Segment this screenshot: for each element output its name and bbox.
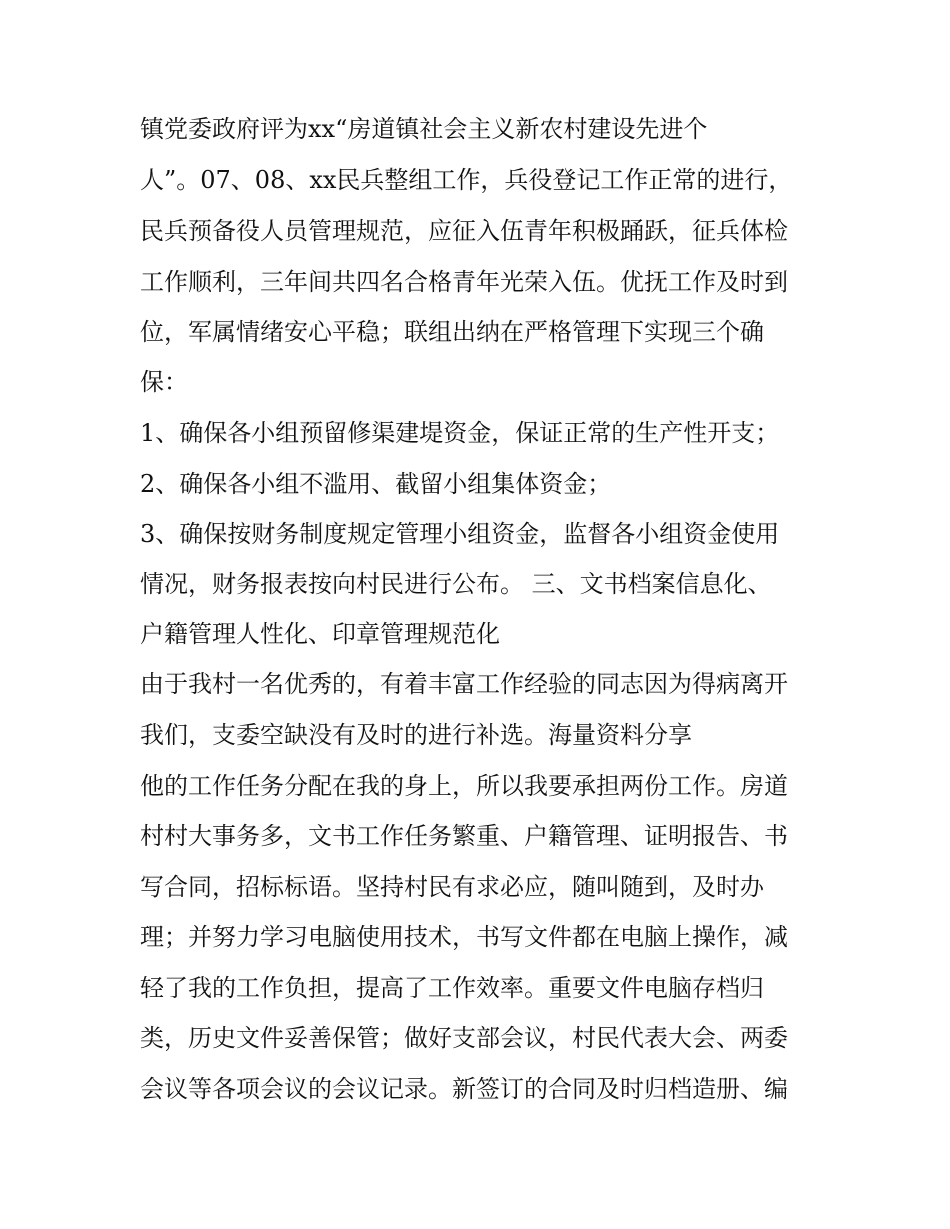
text-line: 保：: [140, 368, 188, 396]
text-line: 写合同，招标标语。坚持村民有求必应，随叫随到，及时办: [140, 873, 764, 901]
text-line: 会议等各项会议的会议记录。新签订的合同及时归档造册、编: [140, 1075, 788, 1103]
text-line: 理；并努力学习电脑使用技术，书写文件都在电脑上操作，减: [140, 923, 788, 951]
text-line: 轻了我的工作负担，提高了工作效率。重要文件电脑存档归: [140, 974, 764, 1002]
text-line: 人”。07、08、xx民兵整组工作，兵役登记工作正常的进行，: [140, 166, 793, 194]
text-line: 户籍管理人性化、印章管理规范化: [140, 620, 500, 648]
text-line: 我们，支委空缺没有及时的进行补选。海量资料分享: [140, 721, 692, 749]
text-line: 村村大事务多，文书工作任务繁重、户籍管理、证明报告、书: [140, 822, 788, 850]
text-line: 情况，财务报表按向村民进行公布。 三、文书档案信息化、: [140, 570, 772, 598]
text-line: 类，历史文件妥善保管；做好支部会议，村民代表大会、两委: [140, 1024, 788, 1052]
text-line: 位，军属情绪安心平稳；联组出纳在严格管理下实现三个确: [140, 318, 764, 346]
text-line: 工作顺利，三年间共四名合格青年光荣入伍。优抚工作及时到: [140, 268, 788, 296]
text-line: 他的工作任务分配在我的身上，所以我要承担两份工作。房道: [140, 772, 788, 800]
text-line: 民兵预备役人员管理规范，应征入伍青年积极踊跃，征兵体检: [140, 217, 788, 245]
text-line: 镇党委政府评为xx“房道镇社会主义新农村建设先进个: [140, 115, 708, 143]
text-line: 由于我村一名优秀的，有着丰富工作经验的同志因为得病离开: [140, 670, 788, 698]
text-line: 1、确保各小组预留修渠建堤资金，保证正常的生产性开支；: [140, 419, 780, 447]
text-line: 2、确保各小组不滥用、截留小组集体资金；: [140, 470, 612, 498]
text-line: 3、确保按财务制度规定管理小组资金，监督各小组资金使用: [140, 520, 780, 548]
